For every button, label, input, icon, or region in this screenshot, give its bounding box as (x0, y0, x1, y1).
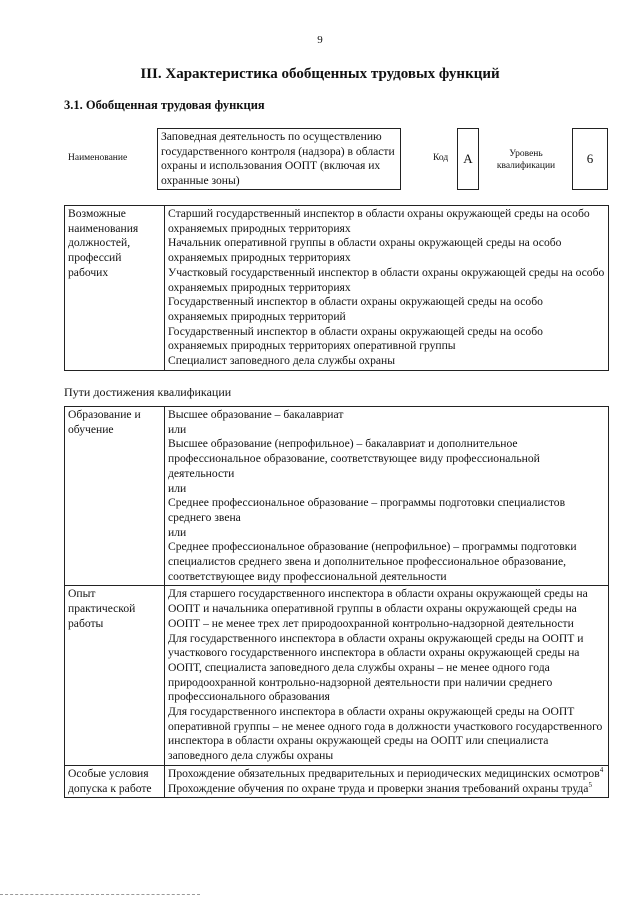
education-item: или (168, 525, 187, 539)
education-item: или (168, 481, 187, 495)
condition-item (168, 767, 605, 782)
section-title: III. Характеристика обобщенных трудовых функций (140, 66, 500, 82)
condition-item (168, 782, 605, 797)
conditions-list (165, 765, 609, 797)
experience-list (165, 586, 609, 765)
footnote-ref[interactable]: 4 (599, 766, 604, 775)
education-row (65, 407, 609, 586)
education-item: Высшее образование – бакалавриат (168, 408, 344, 421)
function-name-box: Заповедная деятельность по осуществлению государственного контроля (надзора) в области охраны и использования ООПТ (включая их охранные зоны) (157, 128, 401, 190)
footnote-separator (0, 894, 200, 895)
positions-label: Возможные наименования должностей, профессий рабочих (65, 206, 165, 371)
education-item: Среднее профессиональное образование (непрофильное) – программы подготовки специалистов среднего звена и дополнительное профессиональное образование, соответствующее виду профессиональной деятельности (168, 540, 577, 583)
name-label: Наименование (68, 153, 128, 163)
experience-item: Для государственного инспектора в области охраны окружающей среды на ООПТ оперативной группы – не менее одного года в должности участкового государственного инспектора в области охраны окружающей среды на ООПТ или специалиста заповедного дела службы охраны (168, 705, 603, 763)
education-item: Среднее профессиональное образование – программы подготовки специалистов среднего звена (168, 496, 566, 524)
subsection-title: 3.1. Обобщенная трудовая функция (64, 98, 265, 112)
education-item: Высшее образование (непрофильное) – бакалавриат и дополнительное профессиональное образование, соответствующее виду профессиональной деятельности (168, 437, 540, 480)
paths-title: Пути достижения квалификации (64, 385, 232, 399)
conditions-row (65, 765, 609, 797)
code-label: Код (433, 153, 449, 163)
page-number: 9 (317, 34, 323, 46)
position-item: Государственный инспектор в области охраны окружающей среды на особо охраняемых природных территориях оперативной группы (168, 324, 543, 353)
level-label: Уровень квалификации (496, 149, 556, 171)
level-value-box: 6 (572, 128, 608, 190)
requirements-table (64, 406, 609, 798)
experience-row (65, 586, 609, 765)
education-list (165, 407, 609, 586)
footnote-ref[interactable]: 5 (588, 780, 592, 789)
positions-list (165, 206, 609, 371)
experience-label: Опыт практической работы (65, 586, 165, 765)
conditions-label: Особые условия допуска к работе (65, 765, 165, 797)
position-item: Государственный инспектор в области охраны окружающей среды на особо охраняемых природных территорий (168, 295, 543, 323)
position-item: Участковый государственный инспектор в области охраны окружающей среды на особо охраняемых природных территориях (168, 265, 605, 294)
code-value-box: А (457, 128, 479, 190)
experience-item: Для государственного инспектора в области охраны окружающей среды на ООПТ и участкового государственного инспектора в области охраны окружающей среды на ООПТ, специалиста заповедного дела службы охраны – не менее одного года природоохранной контрольно-надзорной деятельности при наличии среднего профессионального образования (168, 631, 584, 704)
condition-text: Прохождение обучения по охране труда и проверки знания требований охраны труда (168, 781, 589, 795)
education-label: Образование и обучение (65, 407, 165, 586)
position-item: Старший государственный инспектор в области охраны окружающей среды на особо охраняемых природных территориях (168, 207, 590, 235)
education-item: или (168, 422, 187, 436)
condition-text: Прохождение обязательных предварительных и периодических медицинских осмотров (168, 766, 600, 780)
position-item: Начальник оперативной группы в области охраны окружающей среды на особо охраняемых природных территориях (168, 236, 562, 265)
positions-table (64, 205, 609, 371)
experience-item: Для старшего государственного инспектора в области охраны окружающей среды на ООПТ и начальника оперативной группы в области охраны окружающей среды на ООПТ – не менее трех лет природоохранной контрольно-надзорной деятельности (168, 587, 588, 630)
position-item: Специалист заповедного дела службы охраны (168, 354, 396, 368)
